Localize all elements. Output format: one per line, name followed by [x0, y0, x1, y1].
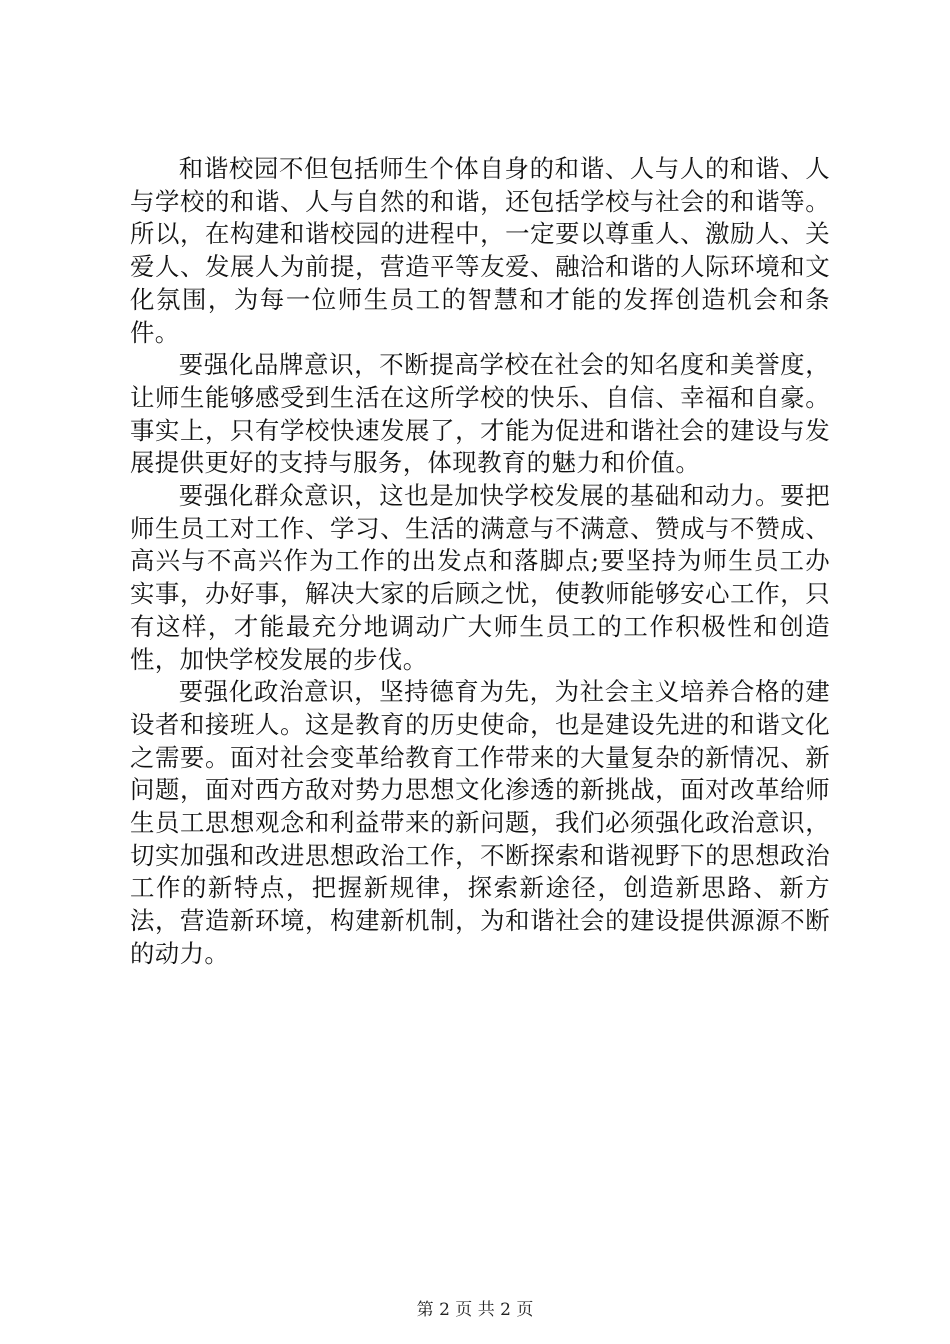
paragraph-brand-awareness: 要强化品牌意识，不断提高学校在社会的知名度和美誉度，让师生能够感受到生活在这所学校的快乐、自信、幸福和自豪。事实上，只有学校快速发展了，才能为促进和谐社会的建设与发展提供更好的支持与服务，体现教育的魅力和价值。	[130, 350, 830, 478]
document-body	[130, 153, 830, 971]
paragraph-political-awareness: 要强化政治意识，坚持德育为先，为社会主义培养合格的建设者和接班人。这是教育的历史使命，也是建设先进的和谐文化之需要。面对社会变革给教育工作带来的大量复杂的新情况、新问题，面对西方敌对势力思想文化渗透的新挑战，面对改革给师生员工思想观念和利益带来的新问题，我们必须强化政治意识，切实加强和改进思想政治工作，不断探索和谐视野下的思想政治工作的新特点，把握新规律，探索新途径，创造新思路、新方法，营造新环境，构建新机制，为和谐社会的建设提供源源不断的动力。	[130, 677, 830, 968]
page-number-footer: 第 2 页 共 2 页	[416, 1300, 534, 1320]
paragraph-mass-awareness: 要强化群众意识，这也是加快学校发展的基础和动力。要把师生员工对工作、学习、生活的满意与不满意、赞成与不赞成、高兴与不高兴作为工作的出发点和落脚点;要坚持为师生员工办实事，办好事，解决大家的后顾之忧，使教师能够安心工作，只有这样，才能最充分地调动广大师生员工的工作积极性和创造性，加快学校发展的步伐。	[130, 481, 830, 674]
paragraph-harmonious-campus: 和谐校园不但包括师生个体自身的和谐、人与人的和谐、人与学校的和谐、人与自然的和谐，还包括学校与社会的和谐等。所以，在构建和谐校园的进程中，一定要以尊重人、激励人、关爱人、发展人为前提，营造平等友爱、融洽和谐的人际环境和文化氛围，为每一位师生员工的智慧和才能的发挥创造机会和条件。	[130, 154, 830, 347]
